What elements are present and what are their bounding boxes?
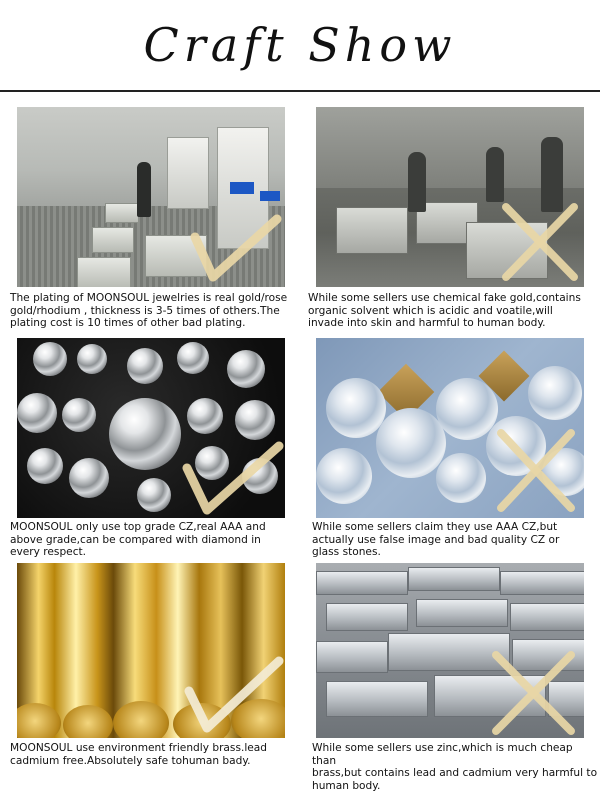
plating-good-caption: The plating of MOONSOUL jewelries is real gold/rose gold/rhodium , thickness is 3-5 times of others.The plating cost is 10 times of other bad plating. — [10, 292, 288, 329]
cross-icon — [316, 107, 584, 287]
cz-good-caption: MOONSOUL only use top grade CZ,real AAA and above grade,can be compared with diamond in every respect. — [10, 521, 266, 558]
page-title: Craft Show — [143, 18, 457, 72]
top-grade-cz-photo — [17, 338, 285, 518]
cross-icon — [316, 338, 584, 518]
plating-line-photo — [17, 107, 285, 287]
bad-cz-photo — [316, 338, 584, 518]
plating-bad-caption: While some sellers use chemical fake gold,contains organic solvent which is acidic and voatile,will invade into skin and harmful to human body. — [308, 292, 581, 329]
cz-bad-caption: While some sellers claim they use AAA CZ,but actually use false image and bad quality CZ or glass stones. — [312, 521, 560, 558]
zinc-bad-caption: While some sellers use zinc,which is much cheap than brass,but contains lead and cadmium very harmful to human body. — [312, 742, 598, 792]
check-icon — [17, 563, 285, 738]
title-divider — [0, 90, 600, 92]
brass-good-caption: MOONSOUL use environment friendly brass.lead cadmium free.Absolutely safe tohuman bady. — [10, 742, 268, 767]
brass-rods-photo — [17, 563, 285, 738]
fake-plating-factory-photo — [316, 107, 584, 287]
check-icon — [17, 107, 285, 287]
check-icon — [17, 338, 285, 518]
cross-icon — [316, 563, 584, 738]
zinc-ingots-photo — [316, 563, 584, 738]
